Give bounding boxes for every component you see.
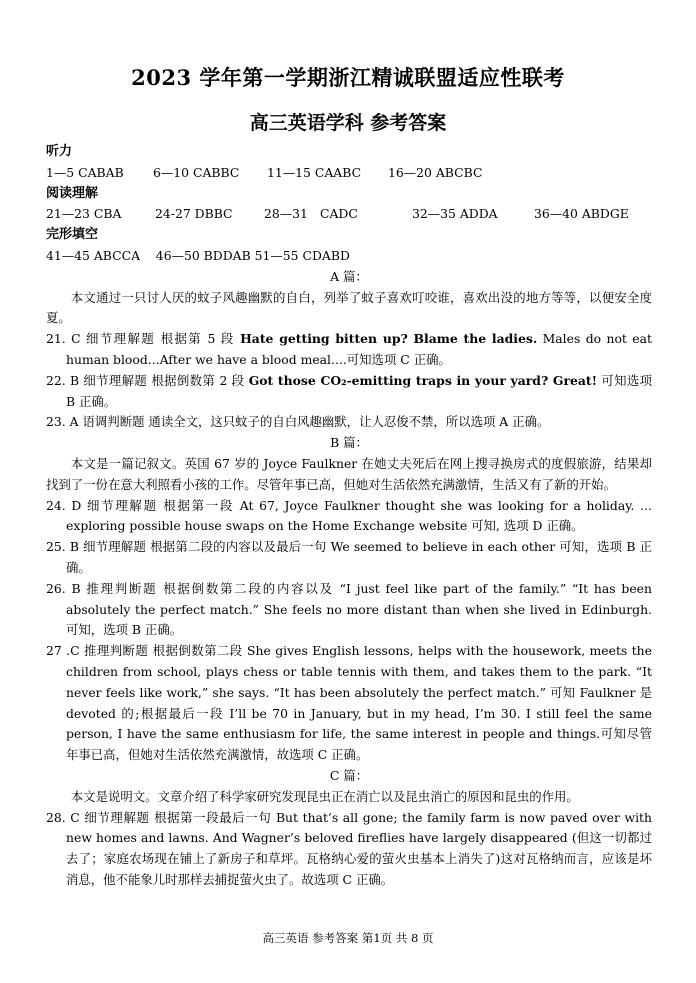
item-text: 可知选项 B 正确。 bbox=[66, 372, 652, 409]
page-title: 2023 学年第一学期浙江精诚联盟适应性联考 bbox=[131, 65, 565, 90]
answer-content bbox=[46, 142, 652, 891]
answer-item-26: 26. B 推理判断题 根据倒数第二段的内容以及 “I just feel like part of the family.” “It has been absolutely the perfect match.” She feels no more distant than when she lived in Edinburgh.可知，选项 B 正确。 bbox=[46, 580, 652, 638]
item-text: Males do not eat human blood...After we have a blood meal....可知选项 C 正确。 bbox=[66, 331, 653, 367]
reading-heading: 阅读理解 bbox=[46, 185, 99, 201]
reading-answers bbox=[46, 204, 652, 225]
cloze-answers: 41—45 ABCCA 46—50 BDDAB 51—55 CDABD bbox=[46, 247, 350, 263]
passage-a-summary: 本文通过一只讨人厌的蚊子风趣幽默的自白，列举了蚊子喜欢叮咬谁，喜欢出没的地方等等，以便安全度夏。 bbox=[46, 289, 652, 326]
answer-item-27: 27 .C 推理判断题 根据倒数第二段 She gives English lessons, helps with the housework, meets the children from school, plays chess or table tennis with them, and takes them to the park. “It never feels like work,” she says. “It has been absolutely the perfect match.” 可知 Faulkner 是 devoted 的;根据最后一段 I’ll be 70 in January, but in my head, I’m 30. I still feel the same person, I have the same enthusiasm for life, the same interest in people and things.可知尽管年事已高，但她对生活依然充满激情，故选项 C 正确。 bbox=[46, 643, 652, 763]
reading-answer-group: 32—35 ADDA bbox=[412, 206, 498, 222]
listening-answer-group: 6—10 CABBC bbox=[153, 164, 240, 180]
answer-item-22 bbox=[46, 371, 652, 413]
answer-item-23: 23. A 语调判断题 通读全文，这只蚊子的自白风趣幽默，让人忍俊不禁，所以选项 A 正确。 bbox=[46, 414, 550, 430]
passage-c-summary: 本文是说明文。文章介绍了科学家研究发现昆虫正在消亡以及昆虫消亡的原因和昆虫的作用。 bbox=[70, 788, 579, 804]
answer-item-28: 28. C 细节理解题 根据第一段最后一句 But that’s all gone; the family farm is now paved over with new homes and lawns. And Wagner’s beloved fireflies have largely disappeared (但这一切都过去了；家庭农场现在铺上了新房子和草坪。瓦格纳心爱的萤火虫基本上消失了)这对瓦格纳而言，应该是坏消息，他不能象儿时那样去捕捉萤火虫了。故选项 C 正确。 bbox=[46, 809, 652, 887]
reading-answer-group: 21—23 CBA bbox=[46, 206, 122, 222]
reading-answer-group: CADC bbox=[320, 206, 358, 222]
passage-b-summary: 本文是一篇记叙文。英国 67 岁的 Joyce Faulkner 在她丈夫死后在网上搜寻换房式的度假旅游，结果却找到了一份在意大利照看小孩的工作。尽管年事已高，但她对生活依然充满激情，生活又有了新的开始。 bbox=[46, 455, 652, 492]
answer-item-24: 24. D 细节理解题 根据第一段 At 67, Joyce Faulkner thought she was looking for a holiday. ... exploring possible house swaps on the Home Exchange website 可知, 选项 D 正确。 bbox=[46, 497, 652, 534]
passage-b-label: B 篇： bbox=[330, 435, 368, 451]
item-text: 22. B 细节理解题 根据倒数第 2 段 bbox=[46, 372, 249, 388]
reading-answer-group: 28—31 bbox=[264, 206, 308, 222]
listening-answers bbox=[46, 163, 652, 184]
page-subtitle: 高三英语学科 参考答案 bbox=[249, 112, 447, 134]
cloze-heading: 完形填空 bbox=[46, 227, 99, 243]
reading-answer-group: 24-27 DBBC bbox=[155, 206, 233, 222]
item-quote: Hate getting bitten up? Blame the ladies. bbox=[240, 331, 538, 347]
listening-answer-group: 11—15 CAABC bbox=[267, 164, 362, 180]
passage-a-label: A 篇： bbox=[330, 268, 368, 284]
listening-answer-group: 16—20 ABCBC bbox=[388, 164, 483, 180]
listening-answer-group: 1—5 CABAB bbox=[46, 164, 124, 180]
listening-heading: 听力 bbox=[46, 144, 73, 159]
item-quote: Got those CO₂-emitting traps in your yard? Great! bbox=[248, 372, 598, 388]
answer-item-21 bbox=[46, 329, 652, 371]
page-footer: 高三英语 参考答案 第1页 共 8 页 bbox=[262, 931, 434, 945]
item-text: 21. C 细节理解题 根据第 5 段 bbox=[46, 331, 241, 347]
passage-c-label: C 篇： bbox=[329, 767, 369, 783]
answer-item-25: 25. B 细节理解题 根据第二段的内容以及最后一句 We seemed to believe in each other 可知，选项 B 正确。 bbox=[46, 539, 652, 575]
reading-answer-group: 36—40 ABDGE bbox=[534, 206, 629, 222]
